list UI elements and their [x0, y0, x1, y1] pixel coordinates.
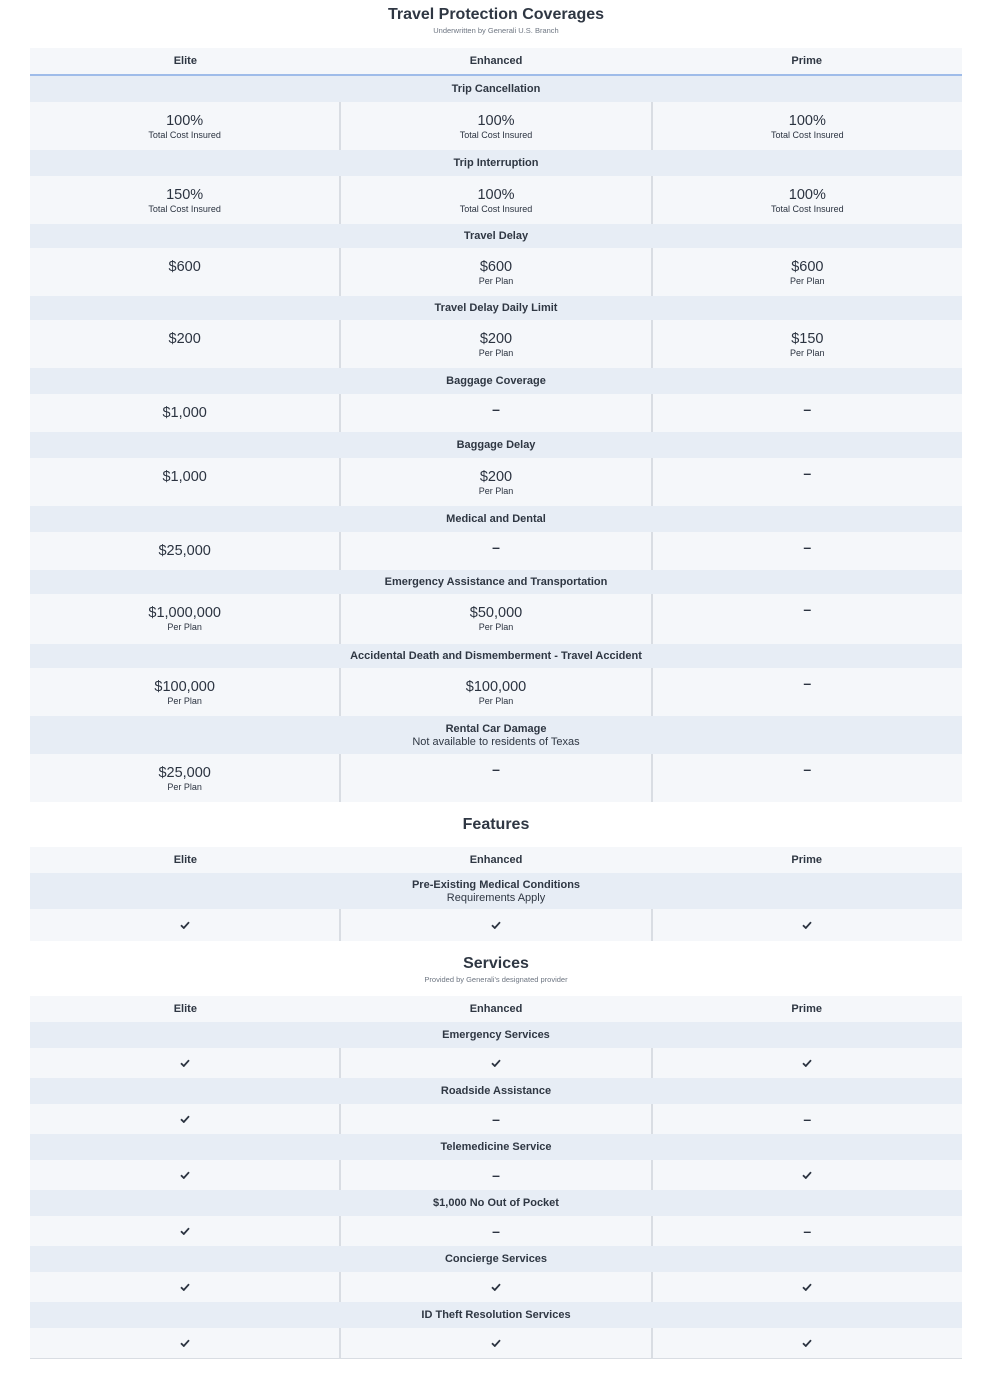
coverage-basis: Total Cost Insured [148, 130, 221, 140]
coverage-amount: 100% [788, 187, 826, 203]
coverage-basis: Per Plan [167, 622, 202, 632]
value-cell [339, 594, 650, 644]
checkmark-icon [180, 1115, 190, 1123]
row-label: Travel Delay [463, 230, 529, 242]
checkmark-icon [491, 1283, 501, 1291]
row-label-band [30, 76, 962, 102]
value-cell [30, 594, 339, 644]
not-included-dash: – [492, 1167, 500, 1183]
coverage-amount: $50,000 [469, 605, 523, 621]
coverages-subtitle: Underwritten by Generali U.S. Branch [433, 26, 559, 35]
coverage-basis: Per Plan [478, 622, 514, 632]
table-row [30, 909, 962, 941]
table-row [30, 176, 962, 224]
value-cell [30, 1328, 339, 1358]
table-row [30, 754, 962, 802]
not-included-dash: – [492, 1111, 500, 1127]
column-enhanced: Enhanced [469, 55, 523, 67]
coverages-table [30, 76, 962, 802]
value-cell [651, 754, 962, 802]
coverage-basis: Total Cost Insured [771, 204, 844, 214]
not-included-dash: – [492, 539, 500, 555]
row-label: Emergency Assistance and Transportation [384, 576, 608, 588]
coverage-amount: $1,000 [162, 469, 207, 485]
row-label: Rental Car Damage [445, 722, 547, 735]
not-included-dash: – [803, 601, 812, 617]
row-label-band [30, 716, 962, 754]
row-label-band [30, 1190, 962, 1216]
column-enhanced: Enhanced [469, 854, 523, 866]
table-row [30, 320, 962, 368]
value-cell [30, 248, 339, 296]
coverage-basis: Total Cost Insured [771, 130, 844, 140]
row-label-band [30, 1022, 962, 1048]
row-label-band [30, 570, 962, 594]
coverage-basis: Total Cost Insured [148, 204, 221, 214]
services-column-header [30, 996, 962, 1022]
value-cell [339, 1048, 650, 1078]
coverage-amount: $600 [168, 259, 201, 275]
value-cell [339, 1160, 650, 1190]
services-title: Services [463, 955, 529, 972]
coverages-column-header [30, 48, 962, 76]
checkmark-icon [802, 1059, 812, 1067]
column-elite: Elite [173, 1003, 197, 1015]
coverage-amount: $100,000 [154, 679, 215, 695]
not-included-dash: – [492, 761, 500, 777]
value-cell [30, 909, 339, 941]
coverage-amount: $1,000,000 [148, 605, 221, 621]
coverage-amount: $600 [479, 259, 513, 275]
row-label-band [30, 873, 962, 909]
coverage-amount: $100,000 [465, 679, 527, 695]
value-cell [30, 1272, 339, 1302]
row-label-band [30, 368, 962, 394]
value-cell [651, 532, 962, 570]
row-label: Telemedicine Service [440, 1141, 552, 1153]
value-cell [30, 532, 339, 570]
row-label: Concierge Services [444, 1253, 548, 1265]
value-cell [339, 102, 650, 150]
not-included-dash: – [803, 539, 812, 555]
table-row [30, 1328, 962, 1358]
table-row [30, 532, 962, 570]
value-cell [339, 458, 650, 506]
checkmark-icon [491, 921, 501, 929]
row-label: Emergency Services [442, 1029, 550, 1041]
column-prime: Prime [791, 854, 822, 866]
coverage-basis: Per Plan [167, 782, 202, 792]
value-cell [651, 1104, 962, 1134]
coverage-basis: Per Plan [167, 696, 202, 706]
row-label-band [30, 1246, 962, 1272]
not-included-dash: – [492, 401, 500, 417]
checkmark-icon [180, 1283, 190, 1291]
value-cell [339, 320, 650, 368]
row-note: Requirements Apply [446, 891, 546, 904]
row-label-band [30, 296, 962, 320]
checkmark-icon [180, 1227, 190, 1235]
value-cell [651, 102, 962, 150]
value-cell [339, 394, 650, 432]
value-cell [651, 176, 962, 224]
not-included-dash: – [803, 675, 812, 691]
coverage-basis: Total Cost Insured [459, 204, 533, 214]
table-row [30, 1272, 962, 1302]
row-label: Roadside Assistance [440, 1085, 552, 1097]
row-label: $1,000 No Out of Pocket [433, 1197, 559, 1209]
coverage-amount: $25,000 [158, 543, 211, 559]
row-label: Pre-Existing Medical Conditions [411, 878, 581, 891]
features-table [30, 873, 962, 941]
value-cell [30, 176, 339, 224]
value-cell [30, 1216, 339, 1246]
value-cell [30, 1160, 339, 1190]
value-cell [651, 1216, 962, 1246]
table-row [30, 668, 962, 716]
table-bottom-divider [30, 1358, 962, 1359]
table-row [30, 102, 962, 150]
value-cell [651, 1048, 962, 1078]
row-label-band [30, 432, 962, 458]
row-label: Baggage Delay [456, 439, 536, 451]
value-cell [30, 102, 339, 150]
checkmark-icon [491, 1339, 501, 1347]
coverage-basis: Total Cost Insured [459, 130, 533, 140]
column-elite: Elite [173, 854, 197, 866]
coverage-amount: $200 [479, 469, 513, 485]
column-enhanced: Enhanced [469, 1003, 523, 1015]
row-note: Not available to residents of Texas [412, 735, 580, 748]
not-included-dash: – [803, 401, 812, 417]
value-cell [30, 754, 339, 802]
value-cell [651, 1272, 962, 1302]
table-row [30, 458, 962, 506]
value-cell [651, 248, 962, 296]
value-cell [651, 394, 962, 432]
value-cell [339, 1272, 650, 1302]
column-elite: Elite [173, 55, 197, 67]
coverage-basis: Per Plan [478, 276, 514, 286]
checkmark-icon [802, 921, 812, 929]
table-row [30, 1048, 962, 1078]
coverage-amount: $150 [791, 331, 824, 347]
row-label: ID Theft Resolution Services [421, 1309, 571, 1321]
table-row [30, 1160, 962, 1190]
value-cell [651, 458, 962, 506]
value-cell [651, 594, 962, 644]
row-label: Baggage Coverage [446, 375, 546, 387]
table-row [30, 594, 962, 644]
row-label-band [30, 150, 962, 176]
table-row [30, 248, 962, 296]
services-table [30, 1022, 962, 1358]
value-cell [339, 176, 650, 224]
checkmark-icon [180, 1339, 190, 1347]
checkmark-icon [180, 1171, 190, 1179]
not-included-dash: – [803, 465, 812, 481]
not-included-dash: – [803, 761, 812, 777]
row-label: Travel Delay Daily Limit [434, 302, 558, 314]
coverage-basis: Per Plan [478, 696, 514, 706]
row-label: Trip Cancellation [451, 83, 541, 95]
not-included-dash: – [803, 1111, 812, 1127]
coverage-amount: 100% [788, 113, 826, 129]
row-label-band [30, 644, 962, 668]
features-column-header [30, 847, 962, 873]
checkmark-icon [180, 921, 190, 929]
value-cell [651, 1160, 962, 1190]
row-label-band [30, 1302, 962, 1328]
table-row [30, 394, 962, 432]
value-cell [651, 909, 962, 941]
coverage-amount: 100% [477, 113, 515, 129]
coverage-amount: $600 [791, 259, 824, 275]
row-label-band [30, 1078, 962, 1104]
value-cell [30, 458, 339, 506]
coverage-basis: Per Plan [478, 486, 514, 496]
value-cell [339, 1216, 650, 1246]
column-prime: Prime [791, 55, 822, 67]
row-label: Trip Interruption [453, 157, 539, 169]
row-label: Medical and Dental [446, 513, 546, 525]
value-cell [339, 754, 650, 802]
coverage-basis: Per Plan [790, 276, 825, 286]
row-label-band [30, 224, 962, 248]
value-cell [30, 668, 339, 716]
coverage-amount: $1,000 [162, 405, 207, 421]
checkmark-icon [802, 1283, 812, 1291]
value-cell [339, 532, 650, 570]
coverage-basis: Per Plan [478, 348, 514, 358]
value-cell [30, 394, 339, 432]
value-cell [339, 668, 650, 716]
not-included-dash: – [492, 1223, 500, 1239]
checkmark-icon [802, 1171, 812, 1179]
checkmark-icon [180, 1059, 190, 1067]
coverage-amount: 100% [166, 113, 204, 129]
coverage-amount: 100% [477, 187, 515, 203]
value-cell [30, 1104, 339, 1134]
value-cell [339, 909, 650, 941]
row-label-band [30, 1134, 962, 1160]
value-cell [30, 320, 339, 368]
features-title: Features [462, 816, 530, 833]
value-cell [339, 248, 650, 296]
coverage-amount: $25,000 [158, 765, 211, 781]
coverage-amount: $200 [479, 331, 513, 347]
value-cell [30, 1048, 339, 1078]
value-cell [651, 320, 962, 368]
row-label-band [30, 506, 962, 532]
row-label: Accidental Death and Dismemberment - Travel Accident [350, 650, 642, 662]
column-prime: Prime [791, 1003, 822, 1015]
value-cell [651, 668, 962, 716]
checkmark-icon [802, 1339, 812, 1347]
value-cell [339, 1104, 650, 1134]
coverage-amount: 150% [166, 187, 204, 203]
coverages-title: Travel Protection Coverages [387, 6, 605, 23]
value-cell [651, 1328, 962, 1358]
table-row [30, 1104, 962, 1134]
value-cell [339, 1328, 650, 1358]
not-included-dash: – [803, 1223, 812, 1239]
coverage-basis: Per Plan [790, 348, 825, 358]
table-row [30, 1216, 962, 1246]
coverage-amount: $200 [168, 331, 201, 347]
checkmark-icon [491, 1059, 501, 1067]
services-subtitle: Provided by Generali's designated provider [424, 975, 568, 984]
